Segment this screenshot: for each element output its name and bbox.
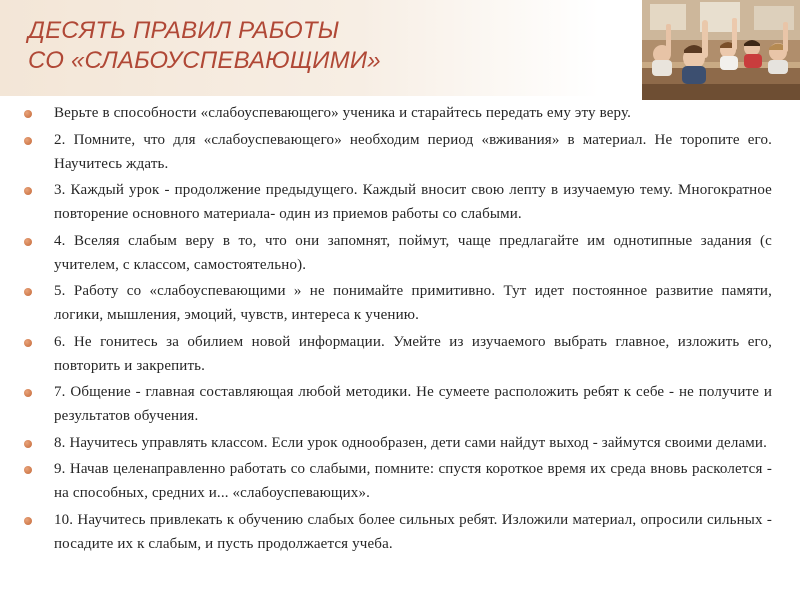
rule-item <box>54 508 772 556</box>
title-line-1: ДЕСЯТЬ ПРАВИЛ РАБОТЫ <box>28 17 340 44</box>
rule-item <box>54 279 772 327</box>
bullet-icon <box>24 137 32 145</box>
classroom-children-raising-hands-photo <box>642 0 800 100</box>
bullet-icon <box>24 288 32 296</box>
rule-item <box>54 380 772 428</box>
rule-text: 7. Общение - главная составляющая любой методики. Не сумеете расположить ребят к себе - не получите и результатов обучения. <box>54 384 772 424</box>
rule-text: 9. Начав целенаправленно работать со слабыми, помните: спустя короткое время их среда вновь расколется - на способных, средних и... «слабоуспевающих». <box>54 461 772 501</box>
slide-title <box>28 16 381 76</box>
rule-item <box>54 457 772 505</box>
title-line-2: СО «СЛАБОУСПЕВАЮЩИМИ» <box>28 47 381 74</box>
bullet-icon <box>24 440 32 448</box>
bullet-icon <box>24 339 32 347</box>
rule-text: 2. Помните, что для «слабоуспевающего» необходим период «вживания» в материал. Не торопите его. Научитесь ждать. <box>54 131 772 172</box>
rule-text: 3. Каждый урок - продолжение предыдущего. Каждый вносит свою лепту в изучаемую тему. Многократное повторение основного материала- один из приемов работы со слабыми. <box>54 182 772 222</box>
rule-text: 10. Научитесь привлекать к обучению слабых более сильных ребят. Изложили материал, опросили сильных - посадите их к слабым, и пусть продолжается учеба. <box>54 511 772 552</box>
bullet-icon <box>24 517 32 525</box>
classroom-photo <box>642 0 800 100</box>
rule-item <box>54 229 772 277</box>
bullet-icon <box>24 110 32 118</box>
rule-text: Верьте в способности «слабоуспевающего» ученика и старайтесь передать ему эту веру. <box>54 105 632 121</box>
rule-item <box>54 178 772 226</box>
rule-item <box>54 128 772 176</box>
rule-item <box>54 101 772 125</box>
bullet-icon <box>24 389 32 397</box>
rule-text: 6. Не гонитесь за обилием новой информации. Умейте из изучаемого выбрать главное, изложить его, повторить и закрепить. <box>54 333 772 374</box>
rule-text: 5. Работу со «слабоуспевающими » не понимайте примитивно. Тут идет постоянное развитие памяти, логики, мышления, эмоций, чувств, интереса к учению. <box>54 283 772 323</box>
rule-text: 8. Научитесь управлять классом. Если урок однообразен, дети сами найдут выход - займутся своими делами. <box>54 434 767 451</box>
rule-text: 4. Вселяя слабым веру в то, что они запомнят, поймут, чаще предлагайте им однотипные задания (с учителем, с классом, самостоятельно). <box>54 232 772 273</box>
rule-item <box>54 431 772 455</box>
bullet-icon <box>24 466 32 474</box>
bullet-icon <box>24 187 32 195</box>
rule-item <box>54 330 772 378</box>
rules-list <box>54 101 772 558</box>
bullet-icon <box>24 238 32 246</box>
